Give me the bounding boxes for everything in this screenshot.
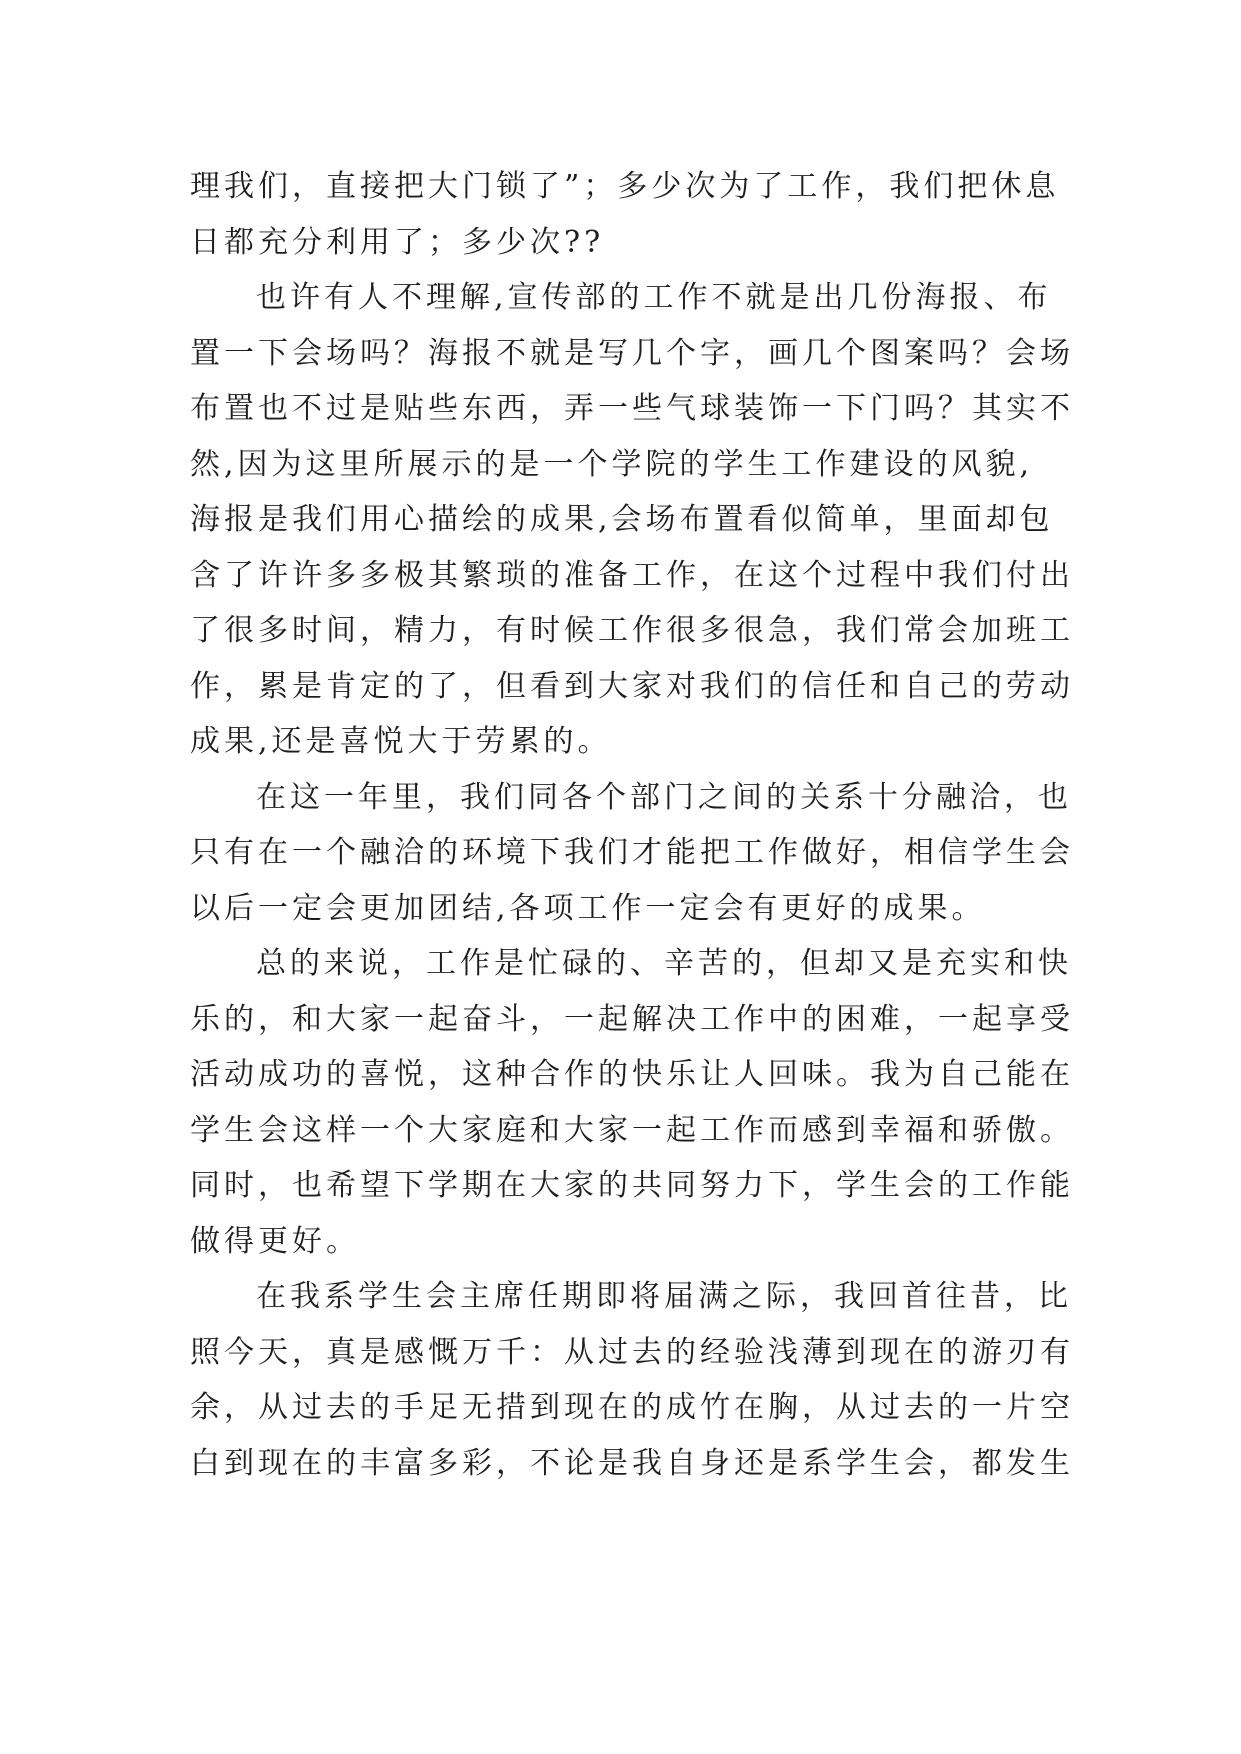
paragraph-start-line: 总的来说，工作是忙碌的、辛苦的，但却又是充实和快 — [256, 946, 1072, 981]
text-line: 白到现在的丰富多彩，不论是我自身还是系学生会，都发生 — [190, 1445, 1074, 1481]
text-line: 成果,还是喜悦大于劳累的。 — [190, 724, 612, 759]
text-line: 了很多时间，精力，有时候工作很多很急，我们常会加班工 — [190, 613, 1074, 648]
body-text — [190, 159, 1074, 1491]
text-line: 只有在一个融洽的环境下我们才能把工作做好，相信学生会 — [190, 835, 1074, 870]
text-line: 做得更好。 — [190, 1223, 360, 1259]
text-line: 然,因为这里所展示的是一个学院的学生工作建设的风貌, — [190, 446, 1034, 482]
text-line: 日都充分利用了；多少次?? — [190, 224, 605, 260]
text-line: 照今天，真是感慨万千：从过去的经验浅薄到现在的游刃有 — [190, 1334, 1074, 1370]
text-line: 以后一定会更加团结,各项工作一定会有更好的成果。 — [190, 890, 986, 926]
paragraph-start-line: 在我系学生会主席任期即将届满之际，我回首往昔，比 — [256, 1279, 1072, 1314]
text-line: 理我们，直接把大门锁了”；多少次为了工作，我们把休息 — [190, 169, 1060, 204]
text-line: 置一下会场吗？海报不就是写几个字，画几个图案吗？会场 — [190, 335, 1074, 371]
paragraph-start-line: 也许有人不理解,宣传部的工作不就是出几份海报、布 — [256, 280, 1052, 315]
paragraph-start-line: 在这一年里，我们同各个部门之间的关系十分融洽，也 — [256, 779, 1072, 815]
text-line: 学生会这样一个大家庭和大家一起工作而感到幸福和骄傲。 — [190, 1112, 1074, 1148]
text-line: 布置也不过是贴些东西，弄一些气球装饰一下门吗？其实不 — [190, 391, 1074, 426]
text-line: 作，累是肯定的了，但看到大家对我们的信任和自己的劳动 — [190, 668, 1074, 704]
text-line: 同时，也希望下学期在大家的共同努力下，学生会的工作能 — [190, 1168, 1074, 1203]
text-line: 含了许许多多极其繁琐的准备工作，在这个过程中我们付出 — [190, 557, 1074, 593]
text-line: 海报是我们用心描绘的成果,会场布置看似简单，里面却包 — [190, 502, 1054, 537]
text-line: 活动成功的喜悦，这种合作的快乐让人回味。我为自己能在 — [190, 1057, 1074, 1092]
text-line: 乐的，和大家一起奋斗，一起解决工作中的困难，一起享受 — [190, 1001, 1074, 1037]
text-line: 余，从过去的手足无措到现在的成竹在胸，从过去的一片空 — [190, 1390, 1074, 1425]
